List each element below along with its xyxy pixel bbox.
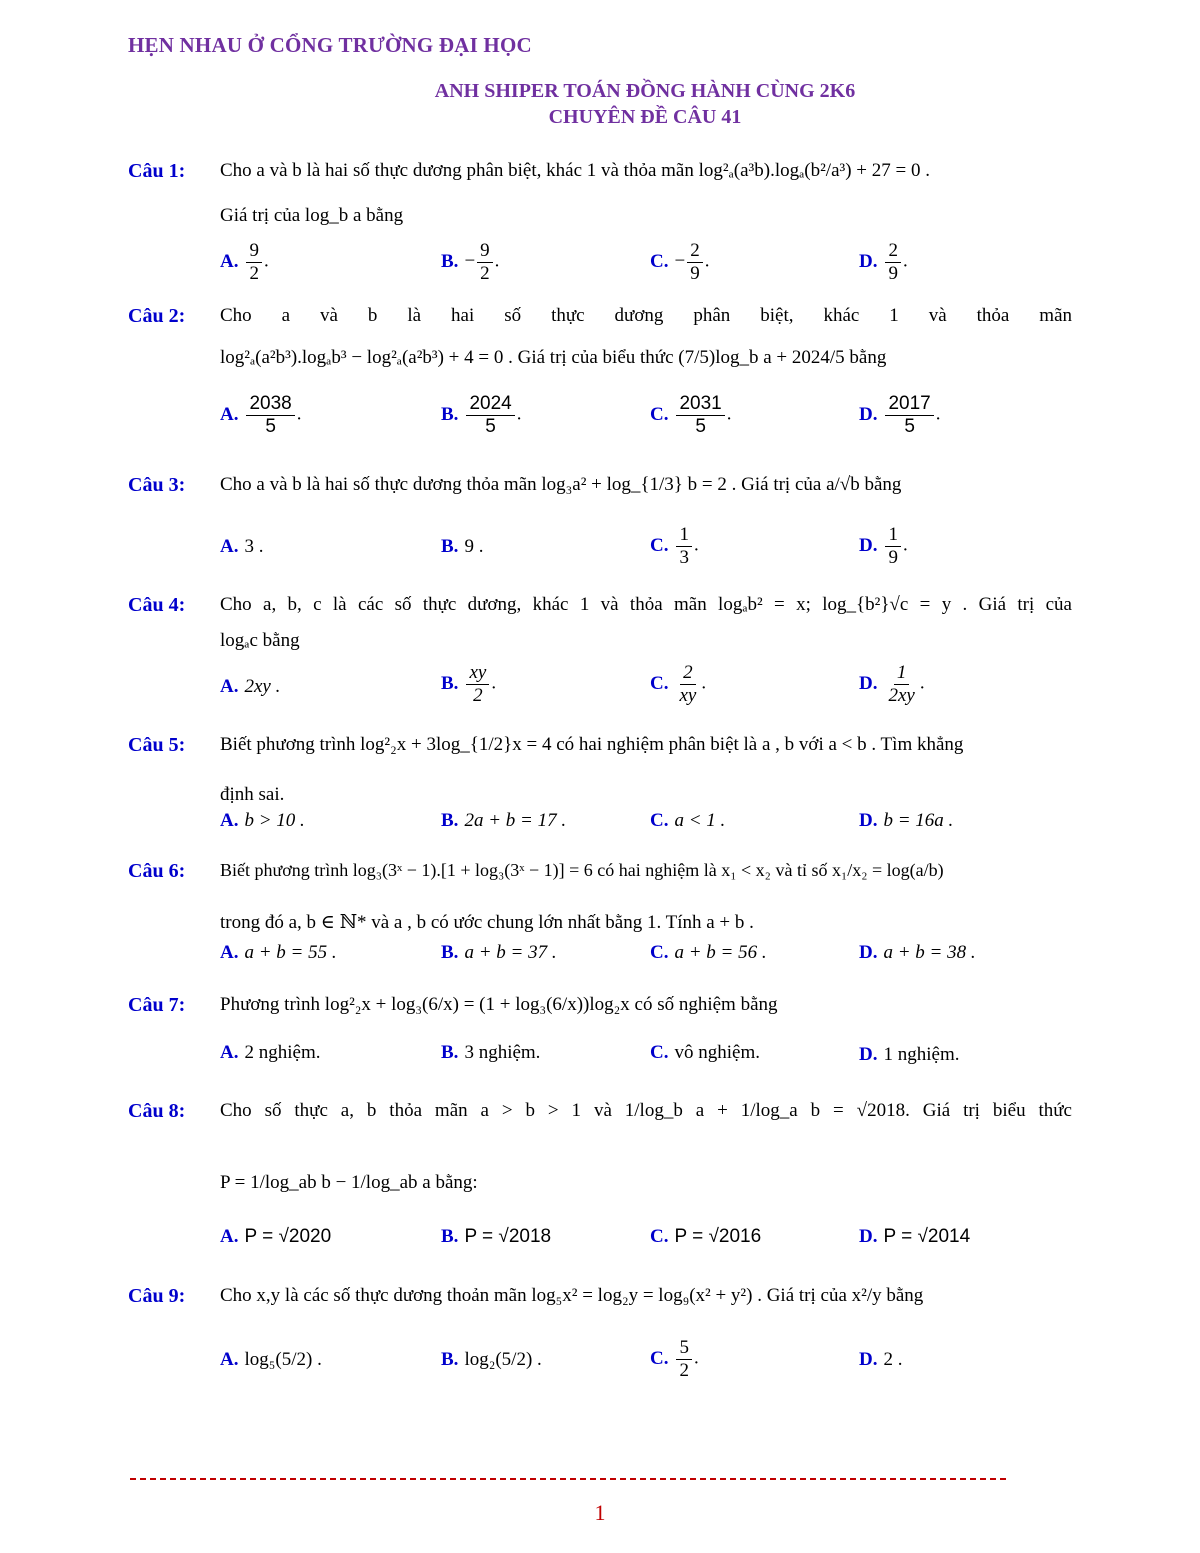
option-d — [859, 1226, 970, 1248]
question-label: Câu 1: — [128, 160, 186, 182]
question-3 — [128, 474, 1072, 584]
question-stem-line2: logₐc bằng — [220, 630, 300, 651]
option-letter: A. — [220, 1349, 239, 1370]
fraction-numerator: 2 — [885, 240, 901, 263]
option-text: b = 16a . — [883, 810, 954, 831]
option-letter: A. — [220, 1042, 239, 1063]
option-suffix: . — [693, 534, 699, 556]
option-d — [859, 1044, 959, 1066]
question-stem-line2: Giá trị của log_b a bằng — [220, 205, 404, 226]
option-c — [650, 942, 767, 964]
option-text: 2xy . — [244, 676, 281, 697]
fraction-denominator: 2 — [480, 262, 490, 284]
option-suffix: . — [726, 403, 732, 425]
option-a — [220, 1042, 320, 1064]
fraction-numerator: 2031 — [676, 393, 724, 416]
option-d — [859, 810, 953, 832]
option-d — [859, 662, 925, 707]
option-fraction — [676, 393, 724, 438]
option-letter: B. — [441, 810, 459, 831]
option-letter: C. — [650, 672, 669, 694]
option-letter: A. — [220, 942, 239, 963]
option-a — [220, 536, 263, 558]
option-a — [220, 240, 269, 285]
question-label: Câu 3: — [128, 474, 186, 496]
question-label: Câu 9: — [128, 1285, 186, 1307]
page-number: 1 — [594, 1500, 606, 1525]
option-letter: B. — [441, 1349, 459, 1370]
question-stem: Biết phương trình log²₂x + 3log_{1/2}x = 4 có hai nghiệm phân biệt là a , b với a < b . Tìm khẳng — [220, 734, 964, 755]
question-4 — [128, 594, 1072, 719]
option-b — [441, 662, 496, 707]
option-suffix: . — [902, 534, 908, 556]
fraction-denominator: 9 — [690, 262, 700, 284]
question-stem-line2: log²ₐ(a²b³).logₐb³ − log²ₐ(a²b³) + 4 = 0 . Giá trị của biểu thức (7/5)log_b a + 2024/5 bằng — [220, 347, 887, 368]
question-stem: Phương trình log²₂x + log₃(6/x) = (1 + log₃(6/x))log₂x có số nghiệm bằng — [220, 994, 778, 1015]
option-c — [650, 240, 709, 285]
option-text: 3 . — [244, 536, 264, 557]
question-stem: Cho a, b, c là các số thực dương, khác 1 và thỏa mãn logₐb² = x; log_{b²}√c = y . Giá trị của — [220, 594, 1072, 615]
question-label: Câu 7: — [128, 994, 186, 1016]
question-1 — [128, 160, 1072, 290]
question-stem: Cho a và b là hai số thực dương phân biệt, khác 1 và thỏa mãn log²ₐ(a³b).logₐ(b²/a³) + 27 = 0 . — [220, 160, 930, 181]
option-a — [220, 942, 337, 964]
option-letter: D. — [859, 1226, 878, 1247]
option-suffix: . — [701, 672, 707, 694]
fraction-denominator: 2 — [679, 1359, 689, 1381]
question-label: Câu 4: — [128, 594, 186, 616]
fraction-denominator: 5 — [904, 415, 915, 437]
option-suffix: . — [263, 250, 269, 272]
fraction-denominator: 3 — [679, 546, 689, 568]
option-letter: C. — [650, 403, 669, 425]
option-text: 2 . — [883, 1349, 903, 1370]
option-text: a + b = 38 . — [883, 942, 976, 963]
option-suffix: . — [494, 250, 500, 272]
question-label: Câu 8: — [128, 1100, 186, 1122]
question-stem: Cho số thực a, b thỏa mãn a > b > 1 và 1/log_b a + 1/log_a b = √2018. Giá trị biểu thức — [220, 1100, 1072, 1121]
fraction-denominator: 2xy — [888, 684, 915, 706]
option-letter: D. — [859, 672, 878, 694]
fraction-denominator: xy — [679, 684, 697, 706]
option-text: 9 . — [464, 536, 484, 557]
option-fraction — [676, 524, 692, 569]
option-b — [441, 942, 557, 964]
document-subtitle: CHUYÊN ĐỀ CÂU 41 — [548, 106, 742, 128]
question-stem-line2: trong đó a, b ∈ ℕ* và a , b có ước chung lớn nhất bằng 1. Tính a + b . — [220, 912, 754, 933]
fraction-denominator: 5 — [695, 415, 706, 437]
option-suffix: . — [491, 672, 497, 694]
option-suffix: . — [902, 250, 908, 272]
option-suffix: . — [296, 403, 302, 425]
option-a — [220, 810, 305, 832]
fraction-numerator: 5 — [676, 1337, 692, 1360]
option-text: log₂(5/2) . — [464, 1349, 542, 1370]
option-b — [441, 1042, 540, 1064]
option-suffix: . — [693, 1347, 699, 1369]
question-stem-line2: định sai. — [220, 784, 285, 805]
question-6 — [128, 860, 1072, 970]
option-text: 2a + b = 17 . — [464, 810, 567, 831]
option-text: vô nghiệm. — [674, 1042, 760, 1063]
option-text: 3 nghiệm. — [464, 1042, 541, 1063]
option-fraction — [885, 662, 917, 707]
option-letter: B. — [441, 403, 459, 425]
option-fraction — [885, 524, 901, 569]
option-a — [220, 676, 280, 698]
option-text: a < 1 . — [674, 810, 726, 831]
fraction-numerator: 2 — [687, 240, 703, 263]
fraction-denominator: 2 — [249, 262, 259, 284]
option-letter: B. — [441, 536, 459, 557]
option-letter: D. — [859, 403, 878, 425]
option-suffix: . — [919, 672, 925, 694]
option-fraction — [246, 240, 262, 285]
option-fraction — [477, 240, 493, 285]
option-d — [859, 524, 908, 569]
footer-divider — [130, 1478, 1006, 1480]
question-8 — [128, 1100, 1072, 1260]
fraction-numerator: 2038 — [246, 393, 294, 416]
option-letter: C. — [650, 942, 669, 963]
option-fraction — [466, 662, 489, 707]
fraction-numerator: 9 — [477, 240, 493, 263]
option-letter: C. — [650, 534, 669, 556]
fraction-denominator: 2 — [473, 684, 483, 706]
option-d — [859, 393, 941, 438]
option-text: a + b = 55 . — [244, 942, 337, 963]
option-d — [859, 942, 976, 964]
option-suffix: . — [935, 403, 941, 425]
option-c — [650, 1226, 761, 1248]
question-stem: Cho x,y là các số thực dương thoản mãn log₅x² = log₂y = log₉(x² + y²) . Giá trị của x²/y bằng — [220, 1285, 924, 1306]
option-letter: B. — [441, 672, 459, 694]
fraction-numerator: 2 — [680, 662, 696, 685]
option-letter: D. — [859, 250, 878, 272]
option-letter: A. — [220, 403, 239, 425]
question-label: Câu 6: — [128, 860, 186, 882]
option-a — [220, 393, 302, 438]
option-text: 1 nghiệm. — [883, 1044, 960, 1065]
fraction-numerator: 9 — [246, 240, 262, 263]
question-stem-line2: P = 1/log_ab b − 1/log_ab a bằng: — [220, 1172, 478, 1193]
option-suffix: . — [516, 403, 522, 425]
option-text: P = √2014 — [883, 1226, 971, 1247]
option-letter: D. — [859, 942, 878, 963]
option-fraction — [687, 240, 703, 285]
option-c — [650, 1042, 760, 1064]
fraction-numerator: xy — [466, 662, 489, 685]
option-text: a + b = 56 . — [674, 942, 767, 963]
option-b — [441, 1349, 542, 1371]
option-letter: C. — [650, 1226, 669, 1247]
option-letter: D. — [859, 534, 878, 556]
option-text: P = √2016 — [674, 1226, 762, 1247]
option-c — [650, 524, 699, 569]
document-title: ANH SHIPER TOÁN ĐỒNG HÀNH CÙNG 2K6 — [434, 80, 856, 102]
option-letter: B. — [441, 1226, 459, 1247]
question-stem: Biết phương trình log₃(3ˣ − 1).[1 + log₃(3ˣ − 1)] = 6 có hai nghiệm là x₁ < x₂ và tỉ số x₁/x₂ = log(a/b) — [220, 860, 944, 880]
fraction-numerator: 2024 — [466, 393, 514, 416]
option-letter: B. — [441, 942, 459, 963]
option-letter: D. — [859, 1044, 878, 1065]
option-b — [441, 536, 483, 558]
header-top-left: HẸN NHAU Ở CỔNG TRƯỜNG ĐẠI HỌC — [128, 33, 532, 57]
option-c — [650, 1337, 699, 1382]
option-c — [650, 662, 706, 707]
option-text: P = √2020 — [244, 1226, 332, 1247]
option-letter: A. — [220, 810, 239, 831]
fraction-denominator: 9 — [888, 262, 898, 284]
question-stem: Cho a và b là hai số thực dương thỏa mãn log₃a² + log_{1/3} b = 2 . Giá trị của a/√b bằng — [220, 474, 902, 495]
option-letter: C. — [650, 250, 669, 272]
option-text: a + b = 37 . — [464, 942, 557, 963]
option-letter: A. — [220, 676, 239, 697]
option-suffix: . — [704, 250, 710, 272]
option-fraction — [885, 240, 901, 285]
option-b — [441, 240, 499, 285]
option-fraction — [885, 393, 933, 438]
option-fraction — [246, 393, 294, 438]
fraction-numerator: 1 — [885, 524, 901, 547]
question-label: Câu 5: — [128, 734, 186, 756]
fraction-numerator: 2017 — [885, 393, 933, 416]
option-prefix: − — [674, 250, 686, 272]
option-d — [859, 1349, 902, 1371]
option-fraction — [676, 662, 699, 707]
option-prefix: − — [464, 250, 476, 272]
option-c — [650, 393, 732, 438]
option-letter: C. — [650, 1347, 669, 1369]
option-letter: B. — [441, 250, 459, 272]
option-b — [441, 1226, 551, 1248]
option-letter: B. — [441, 1042, 459, 1063]
question-7 — [128, 994, 1072, 1069]
question-stem: Cho a và b là hai số thực dương phân biệt, khác 1 và thỏa mãn — [220, 305, 1072, 326]
option-c — [650, 810, 725, 832]
option-a — [220, 1226, 331, 1248]
option-letter: D. — [859, 1349, 878, 1370]
fraction-numerator: 1 — [676, 524, 692, 547]
option-text: 2 nghiệm. — [244, 1042, 321, 1063]
question-2 — [128, 305, 1072, 445]
fraction-denominator: 5 — [265, 415, 276, 437]
question-label: Câu 2: — [128, 305, 186, 327]
option-text: P = √2018 — [464, 1226, 552, 1247]
option-letter: A. — [220, 536, 239, 557]
option-letter: C. — [650, 1042, 669, 1063]
fraction-denominator: 9 — [888, 546, 898, 568]
fraction-numerator: 1 — [894, 662, 910, 685]
option-letter: C. — [650, 810, 669, 831]
option-letter: A. — [220, 1226, 239, 1247]
option-b — [441, 393, 521, 438]
option-d — [859, 240, 908, 285]
fraction-denominator: 5 — [485, 415, 496, 437]
question-5 — [128, 734, 1072, 839]
option-letter: D. — [859, 810, 878, 831]
option-a — [220, 1349, 322, 1371]
option-text: log₅(5/2) . — [244, 1349, 322, 1370]
option-b — [441, 810, 566, 832]
question-9 — [128, 1285, 1072, 1395]
option-letter: A. — [220, 250, 239, 272]
option-text: b > 10 . — [244, 810, 305, 831]
option-fraction — [676, 1337, 692, 1382]
option-fraction — [466, 393, 514, 438]
